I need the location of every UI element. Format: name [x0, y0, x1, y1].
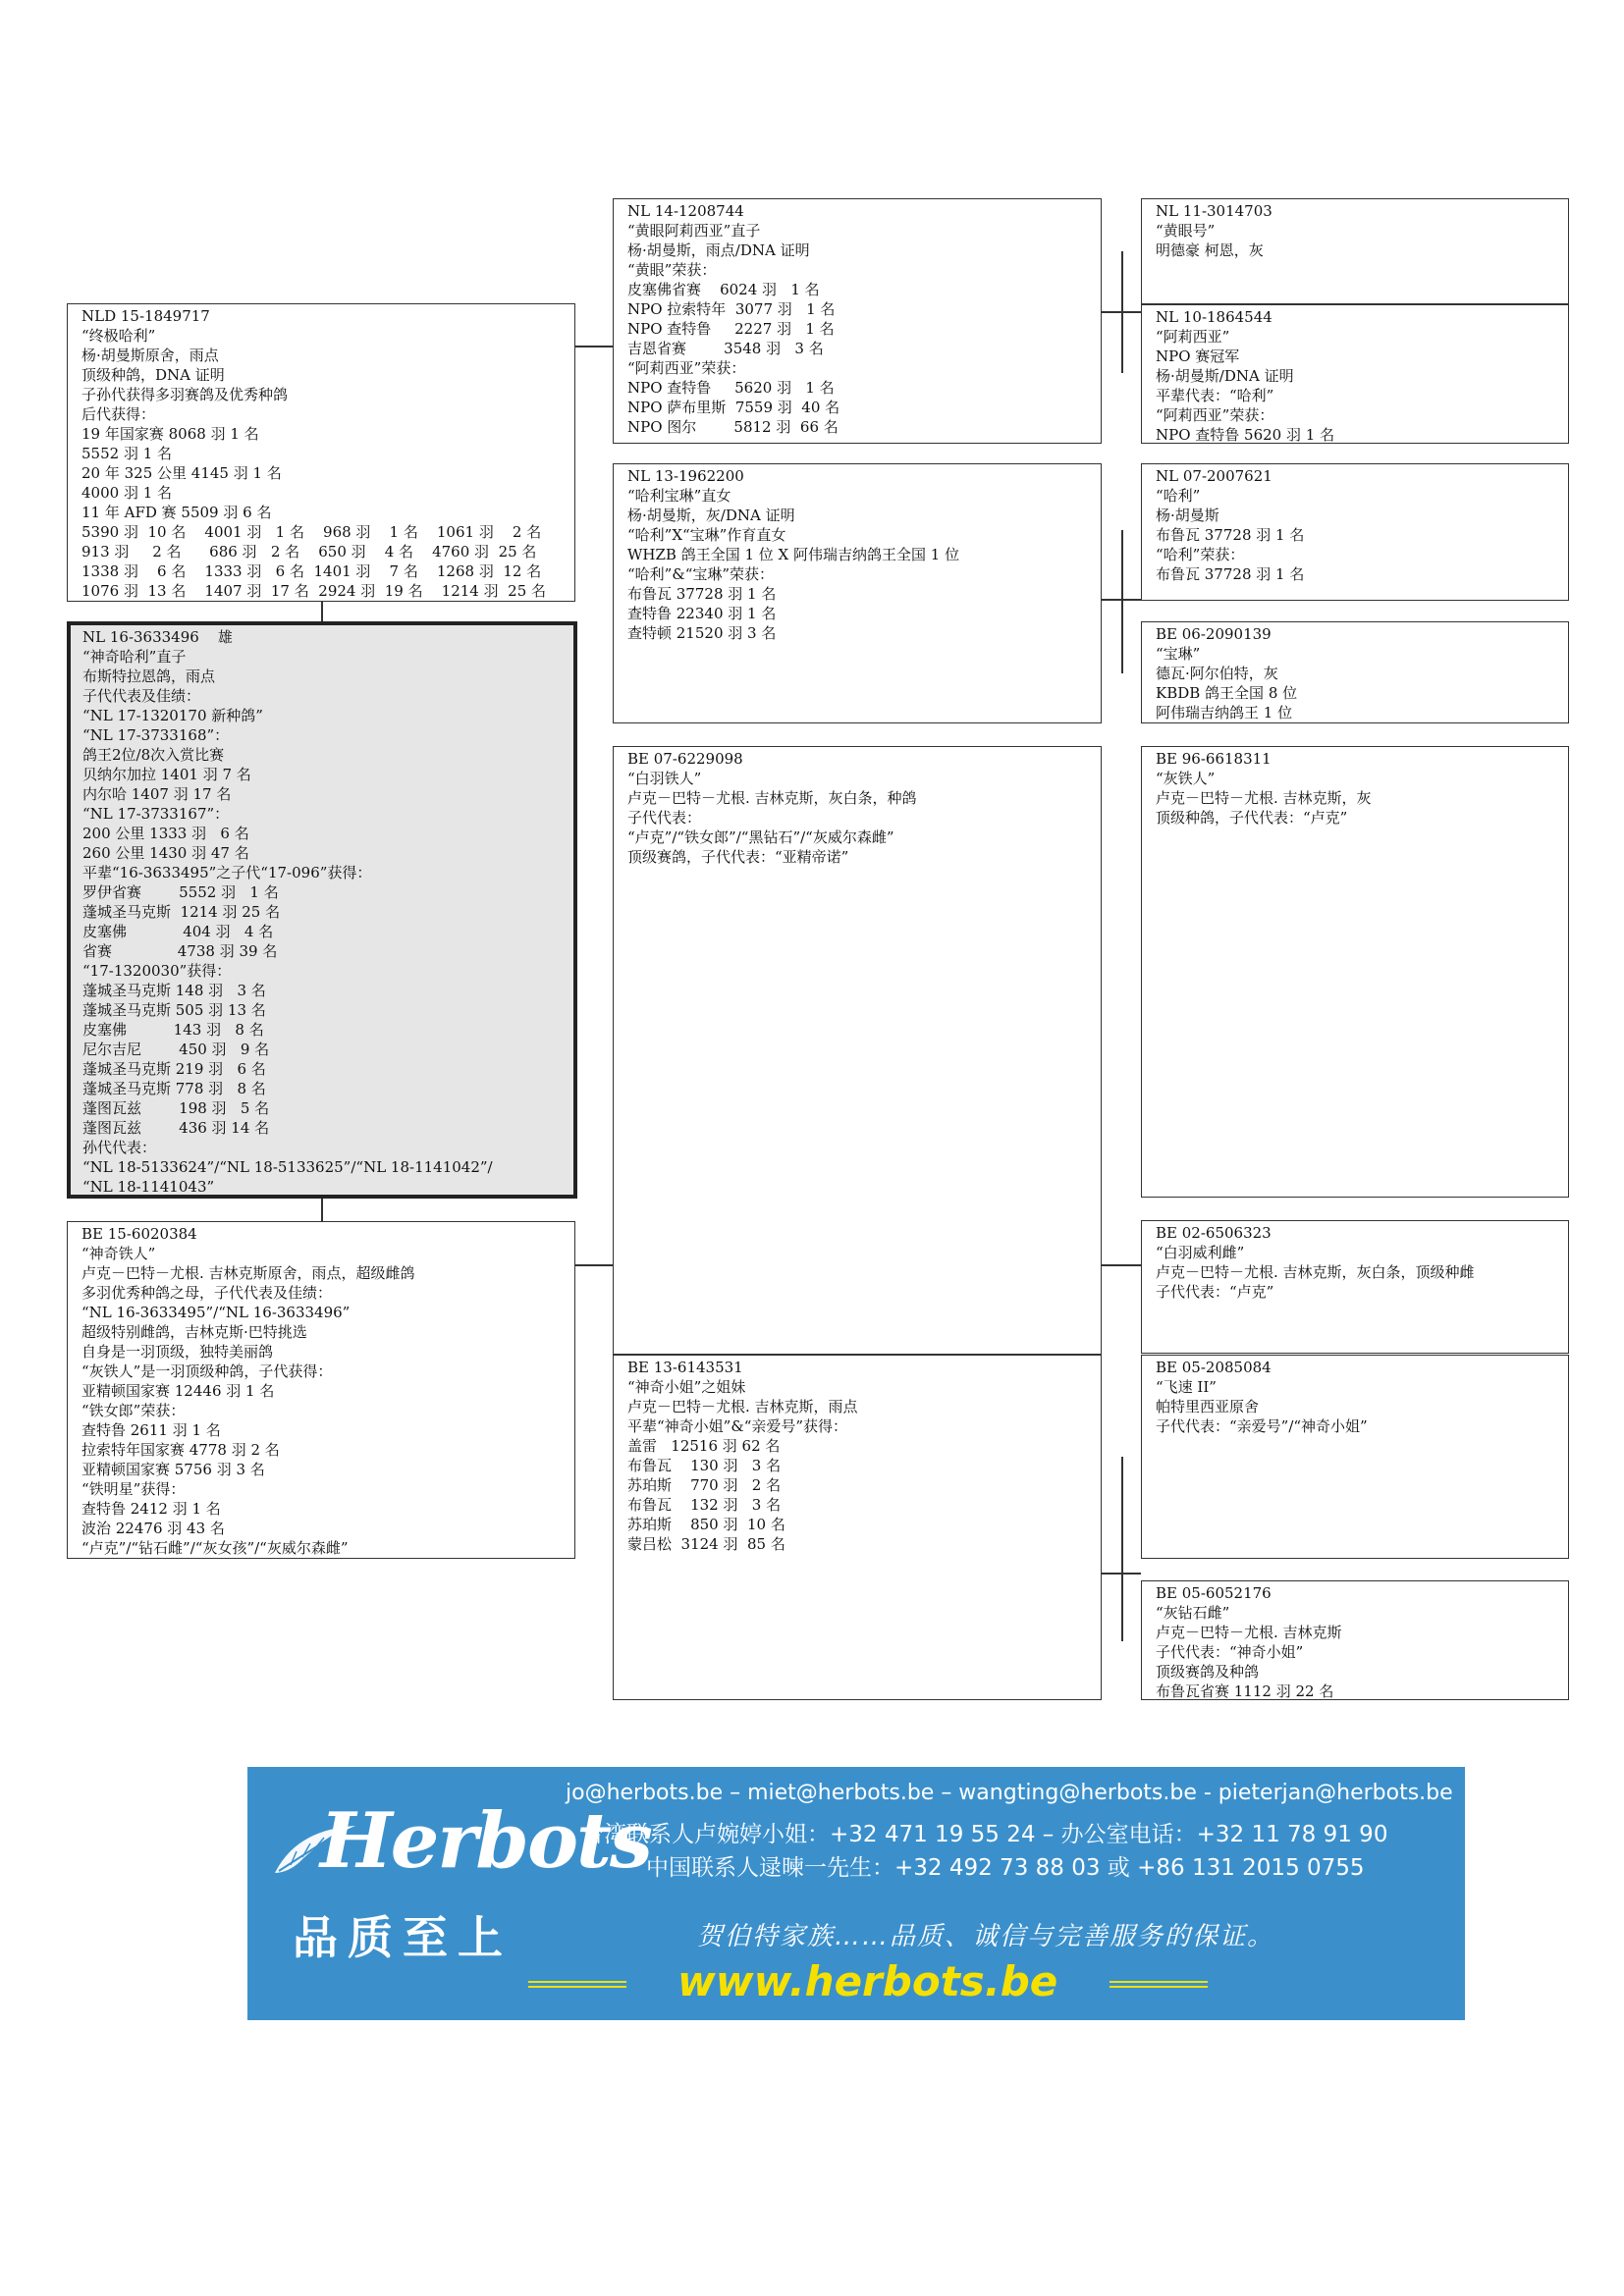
pedigree-line: NPO 查特鲁 5620 羽 1 名 [1156, 426, 1335, 444]
pedigree-line: “灰铁人” [1156, 770, 1216, 787]
pedigree-line: 杨·胡曼斯 [1156, 507, 1219, 524]
pedigree-line: 1338 羽 6 名 1333 羽 6 名 1401 羽 7 名 1268 羽 12 名 [81, 562, 542, 580]
pedigree-line: 1076 羽 13 名 1407 羽 17 名 2924 羽 19 名 1214 羽 25 名 [81, 582, 547, 600]
pedigree-line: “灰钻石雌” [1156, 1604, 1230, 1622]
pedigree-line: “飞速 II” [1156, 1378, 1217, 1396]
pedigree-line: “NL 17-1320170 新种鸽” [82, 707, 263, 724]
pedigree-line: 卢克－巴特－尤根. 吉林克斯原舍，雨点，超级雌鸽 [81, 1264, 415, 1282]
ssd-box [1141, 304, 1569, 444]
contact-china: 中国联系人逯暕一先生：+32 492 73 88 03 或 +86 131 2015 0755 [646, 1855, 1365, 1881]
pedigree-line: 5552 羽 1 名 [81, 445, 173, 462]
pedigree-line: 省赛 4738 羽 39 名 [82, 942, 278, 960]
pedigree-line: KBDB 鸽王全国 8 位 [1156, 684, 1298, 702]
pedigree-line: 杨·胡曼斯，灰/DNA 证明 [627, 507, 795, 524]
pedigree-line: 子代代表： [627, 809, 702, 827]
pedigree-line: NPO 图尔 5812 羽 66 名 [627, 418, 839, 436]
pedigree-line: “白羽威利雌” [1156, 1244, 1245, 1261]
pedigree-line: 顶级赛鸽，子代代表：“亚精帝诺” [627, 848, 849, 866]
sire-box [67, 303, 575, 602]
pedigree-line: “终极哈利” [81, 327, 156, 345]
sire-dam-box [613, 463, 1102, 723]
pedigree-line: 帕特里西亚原舍 [1156, 1398, 1260, 1415]
pedigree-line: 皮塞佛省赛 6024 羽 1 名 [627, 281, 820, 298]
ddd-box [1141, 1580, 1569, 1700]
dam-dam-box [613, 1355, 1102, 1700]
pedigree-line: 苏珀斯 770 羽 2 名 [627, 1476, 782, 1494]
pedigree-line: “阿莉西亚”荣获： [1156, 406, 1274, 424]
pedigree-line: 杨·胡曼斯/DNA 证明 [1156, 367, 1294, 385]
contact-taiwan: 台湾联系人卢婉婷小姐：+32 471 19 55 24 – 办公室电话：+32 11 78 91 90 [581, 1822, 1388, 1847]
subject-pigeon-box [67, 621, 577, 1199]
pedigree-line: NPO 查特鲁 5620 羽 1 名 [627, 379, 835, 397]
connector-dam-dd [575, 1264, 613, 1266]
pedigree-line: 自身是一羽顶级，独特美丽鸽 [81, 1343, 274, 1361]
pedigree-line: 超级特别雌鸽，吉林克斯·巴特挑选 [81, 1323, 307, 1341]
pedigree-line: NL 07-2007621 [1156, 467, 1272, 485]
pedigree-line: 内尔哈 1407 羽 17 名 [82, 785, 232, 803]
herbots-banner [247, 1767, 1465, 2020]
sire-sire-box [613, 198, 1102, 444]
pedigree-line: 盖雷 12516 羽 62 名 [627, 1437, 781, 1455]
pedigree-line: “哈利” [1156, 487, 1201, 505]
pedigree-line: 后代获得： [81, 405, 156, 423]
pedigree-line: 19 年国家赛 8068 羽 1 名 [81, 425, 259, 443]
pedigree-line: 子代代表：“卢克” [1156, 1283, 1274, 1301]
sdd-box [1141, 621, 1569, 723]
pedigree-line: “神奇小姐”之姐妹 [627, 1378, 746, 1396]
pedigree-line: “黄眼阿莉西亚”直子 [627, 222, 761, 240]
pedigree-line: NPO 查特鲁 2227 羽 1 名 [627, 320, 835, 338]
pedigree-line: 蓬城圣马克斯 1214 羽 25 名 [82, 903, 281, 921]
pedigree-line: 子代代表：“亲爱号”/“神奇小姐” [1156, 1417, 1368, 1435]
pedigree-line: 尼尔吉尼 450 羽 9 名 [82, 1041, 270, 1058]
connector-ss-gen4-vertical [1121, 251, 1123, 373]
pedigree-line: 德瓦·阿尔伯特，灰 [1156, 665, 1278, 682]
pedigree-line: 拉索特年国家赛 4778 羽 2 名 [81, 1441, 280, 1459]
pedigree-line: 皮塞佛 143 羽 8 名 [82, 1021, 264, 1039]
dss-box [1141, 746, 1569, 1198]
emails[interactable]: jo@herbots.be – miet@herbots.be – wangting@herbots.be - pieterjan@herbots.be [566, 1781, 1453, 1805]
pedigree-line: “哈利宝琳”直女 [627, 487, 731, 505]
pedigree-line: 卢克－巴特－尤根. 吉林克斯，雨点 [627, 1398, 858, 1415]
pedigree-line: 蓬图瓦兹 198 羽 5 名 [82, 1099, 270, 1117]
pedigree-line: BE 02-6506323 [1156, 1224, 1272, 1242]
pedigree-line: “NL 18-5133624”/“NL 18-5133625”/“NL 18-1141042”/ [82, 1158, 493, 1176]
pedigree-line: 260 公里 1430 羽 47 名 [82, 844, 249, 862]
pedigree-line: 鸽王2位/8次入赏比赛 [82, 746, 225, 764]
pedigree-line: 吉恩省赛 3548 羽 3 名 [627, 340, 824, 357]
slogan: 品质至上 [293, 1911, 513, 1964]
pedigree-line: NPO 赛冠军 [1156, 347, 1240, 365]
pedigree-line: “神奇哈利”直子 [82, 648, 187, 666]
pedigree-line: NL 10-1864544 [1156, 308, 1272, 326]
pedigree-line: 查特顿 21520 羽 3 名 [627, 624, 777, 642]
pedigree-line: NPO 拉索特年 3077 羽 1 名 [627, 300, 836, 318]
pedigree-line: 布斯特拉恩鸽，雨点 [82, 667, 216, 685]
pedigree-line: 查特鲁 2412 羽 1 名 [81, 1500, 221, 1518]
pedigree-line: “阿莉西亚” [1156, 328, 1230, 346]
connector-ds-gen4 [1102, 1264, 1141, 1266]
pedigree-line: “黄眼”荣获： [627, 261, 717, 279]
pedigree-line: 顶级种鸽，子代代表：“卢克” [1156, 809, 1348, 827]
pedigree-line: NL 14-1208744 [627, 202, 744, 220]
pedigree-line: 蓬图瓦兹 436 羽 14 名 [82, 1119, 270, 1137]
tagline: 贺伯特家族……品质、诚信与完善服务的保证。 [697, 1922, 1275, 1951]
herbots-logo [263, 1779, 651, 1906]
pedigree-line: 亚精顿国家赛 5756 羽 3 名 [81, 1461, 265, 1478]
dam-box [67, 1221, 575, 1559]
pedigree-line: 布鲁瓦 132 羽 3 名 [627, 1496, 782, 1514]
pedigree-line: 查特鲁 22340 羽 1 名 [627, 605, 777, 622]
pedigree-line: 亚精顿国家赛 12446 羽 1 名 [81, 1382, 275, 1400]
pedigree-line: NL 16-3633496 雄 [82, 628, 233, 646]
pedigree-line: 20 年 325 公里 4145 羽 1 名 [81, 464, 282, 482]
pedigree-line: BE 96-6618311 [1156, 750, 1272, 768]
pedigree-line: 蓬城圣马克斯 778 羽 8 名 [82, 1080, 266, 1097]
pedigree-line: “17-1320030”获得： [82, 962, 232, 980]
pedigree-line: BE 05-6052176 [1156, 1584, 1272, 1602]
pedigree-line: 子代代表：“神奇小姐” [1156, 1643, 1304, 1661]
pedigree-line: WHZB 鸽王全国 1 位 X 阿伟瑞吉纳鸽王全国 1 位 [627, 546, 960, 563]
pedigree-line: 卢克－巴特－尤根. 吉林克斯，灰白条，种鸽 [627, 789, 917, 807]
pedigree-line: 波治 22476 羽 43 名 [81, 1520, 225, 1537]
pedigree-line: 蓬城圣马克斯 148 羽 3 名 [82, 982, 266, 999]
pedigree-line: 顶级赛鸽及种鸽 [1156, 1663, 1260, 1681]
pedigree-line: “哈利”&“宝琳”荣获： [627, 565, 775, 583]
connector-sire-ss [575, 346, 613, 347]
pedigree-line: “NL 17-3733168”： [82, 726, 230, 744]
pedigree-line: 皮塞佛 404 羽 4 名 [82, 923, 274, 940]
pedigree-line: NL 13-1962200 [627, 467, 744, 485]
pedigree-line: 蓬城圣马克斯 505 羽 13 名 [82, 1001, 266, 1019]
pedigree-line: BE 05-2085084 [1156, 1359, 1272, 1376]
pedigree-line: NL 11-3014703 [1156, 202, 1272, 220]
pedigree-line: “卢克”/“钻石雌”/“灰女孩”/“灰威尔森雌” [81, 1539, 349, 1557]
pedigree-line: 卢克－巴特－尤根. 吉林克斯，灰白条，顶级种雌 [1156, 1263, 1475, 1281]
pedigree-line: 蒙吕松 3124 羽 85 名 [627, 1535, 785, 1553]
pedigree-line: 200 公里 1333 羽 6 名 [82, 825, 249, 842]
connector-subject-dam [321, 1199, 323, 1221]
pedigree-line: 子代代表及佳绩： [82, 687, 201, 705]
pedigree-line: 贝纳尔加拉 1401 羽 7 名 [82, 766, 251, 783]
pedigree-line: 子孙代获得多羽赛鸽及优秀种鸽 [81, 386, 289, 403]
pedigree-line: 杨·胡曼斯，雨点/DNA 证明 [627, 241, 810, 259]
pedigree-line: “卢克”/“铁女郎”/“黑钻石”/“灰威尔森雌” [627, 828, 894, 846]
connector-subject-sire [321, 602, 323, 621]
pedigree-line: 913 羽 2 名 686 羽 2 名 650 羽 4 名 4760 羽 25 名 [81, 543, 537, 561]
pedigree-line: “哈利”荣获： [1156, 546, 1245, 563]
pedigree-line: “宝琳” [1156, 645, 1201, 663]
website-link[interactable]: www.herbots.be [677, 1957, 1058, 2005]
pedigree-line: 布鲁瓦 37728 羽 1 名 [1156, 526, 1305, 544]
pedigree-line: “灰铁人”是一羽顶级种鸽，子代获得： [81, 1362, 333, 1380]
dam-sire-box [613, 746, 1102, 1355]
pedigree-line: 多羽优秀种鸽之母，子代代表及佳绩： [81, 1284, 333, 1302]
pedigree-line: 布鲁瓦 37728 羽 1 名 [627, 585, 777, 603]
pedigree-line: “NL 16-3633495”/“NL 16-3633496” [81, 1304, 351, 1321]
pedigree-line: 查特鲁 2611 羽 1 名 [81, 1421, 221, 1439]
pedigree-line: 布鲁瓦 130 羽 3 名 [627, 1457, 782, 1474]
pedigree-line: 明德豪 柯恩，灰 [1156, 241, 1264, 259]
pedigree-line: 布鲁瓦省赛 1112 羽 22 名 [1156, 1682, 1334, 1700]
pedigree-line: 顶级种鸽，DNA 证明 [81, 366, 225, 384]
sss-box [1141, 198, 1569, 304]
dsd-box [1141, 1220, 1569, 1354]
pedigree-line: NPO 萨布里斯 7559 羽 40 名 [627, 399, 840, 416]
pedigree-line: BE 06-2090139 [1156, 625, 1272, 643]
pedigree-line: 4000 羽 1 名 [81, 484, 173, 502]
pedigree-line: BE 13-6143531 [627, 1359, 743, 1376]
pedigree-line: BE 07-6229098 [627, 750, 743, 768]
pedigree-line: BE 15-6020384 [81, 1225, 197, 1243]
connector-sd-gen4-vertical [1121, 530, 1123, 673]
left-rule [528, 1981, 626, 1988]
pedigree-line: 布鲁瓦 37728 羽 1 名 [1156, 565, 1305, 583]
pedigree-line: 平辈“神奇小姐”&“亲爱号”获得： [627, 1417, 848, 1435]
pedigree-line: 蓬城圣马克斯 219 羽 6 名 [82, 1060, 266, 1078]
sds-box [1141, 463, 1569, 601]
dds-box [1141, 1355, 1569, 1559]
pedigree-line: 罗伊省赛 5552 羽 1 名 [82, 883, 279, 901]
pedigree-line: 苏珀斯 850 羽 10 名 [627, 1516, 785, 1533]
pedigree-line: 平辈“16-3633495”之子代“17-096”获得： [82, 864, 372, 881]
pedigree-line: 11 年 AFD 赛 5509 羽 6 名 [81, 504, 272, 521]
pedigree-line: “NL 18-1141043” [82, 1178, 215, 1196]
pedigree-line: “NL 17-3733167”： [82, 805, 230, 823]
pedigree-line: “黄眼号” [1156, 222, 1216, 240]
pedigree-line: “白羽铁人” [627, 770, 702, 787]
pedigree-line: “神奇铁人” [81, 1245, 156, 1262]
pedigree-line: 孙代代表： [82, 1139, 157, 1156]
pedigree-line: 阿伟瑞吉纳鸽王 1 位 [1156, 704, 1293, 721]
connector-dd-gen4-vertical [1121, 1457, 1123, 1641]
pedigree-line: 平辈代表：“哈利” [1156, 387, 1274, 404]
pedigree-line: “铁女郎”荣获： [81, 1402, 186, 1419]
pedigree-line: 5390 羽 10 名 4001 羽 1 名 968 羽 1 名 1061 羽 2 名 [81, 523, 542, 541]
pedigree-line: 杨·胡曼斯原舍，雨点 [81, 347, 219, 364]
pedigree-line: 卢克－巴特－尤根. 吉林克斯 [1156, 1624, 1342, 1641]
pedigree-line: 卢克－巴特－尤根. 吉林克斯，灰 [1156, 789, 1372, 807]
right-rule [1110, 1981, 1208, 1988]
pedigree-line: “铁明星”获得： [81, 1480, 186, 1498]
pedigree-line: “阿莉西亚”荣获： [627, 359, 746, 377]
brand-name: Herbots [320, 1796, 651, 1886]
pedigree-line: NLD 15-1849717 [81, 307, 210, 325]
pedigree-line: “哈利”X“宝琳”作育直女 [627, 526, 786, 544]
